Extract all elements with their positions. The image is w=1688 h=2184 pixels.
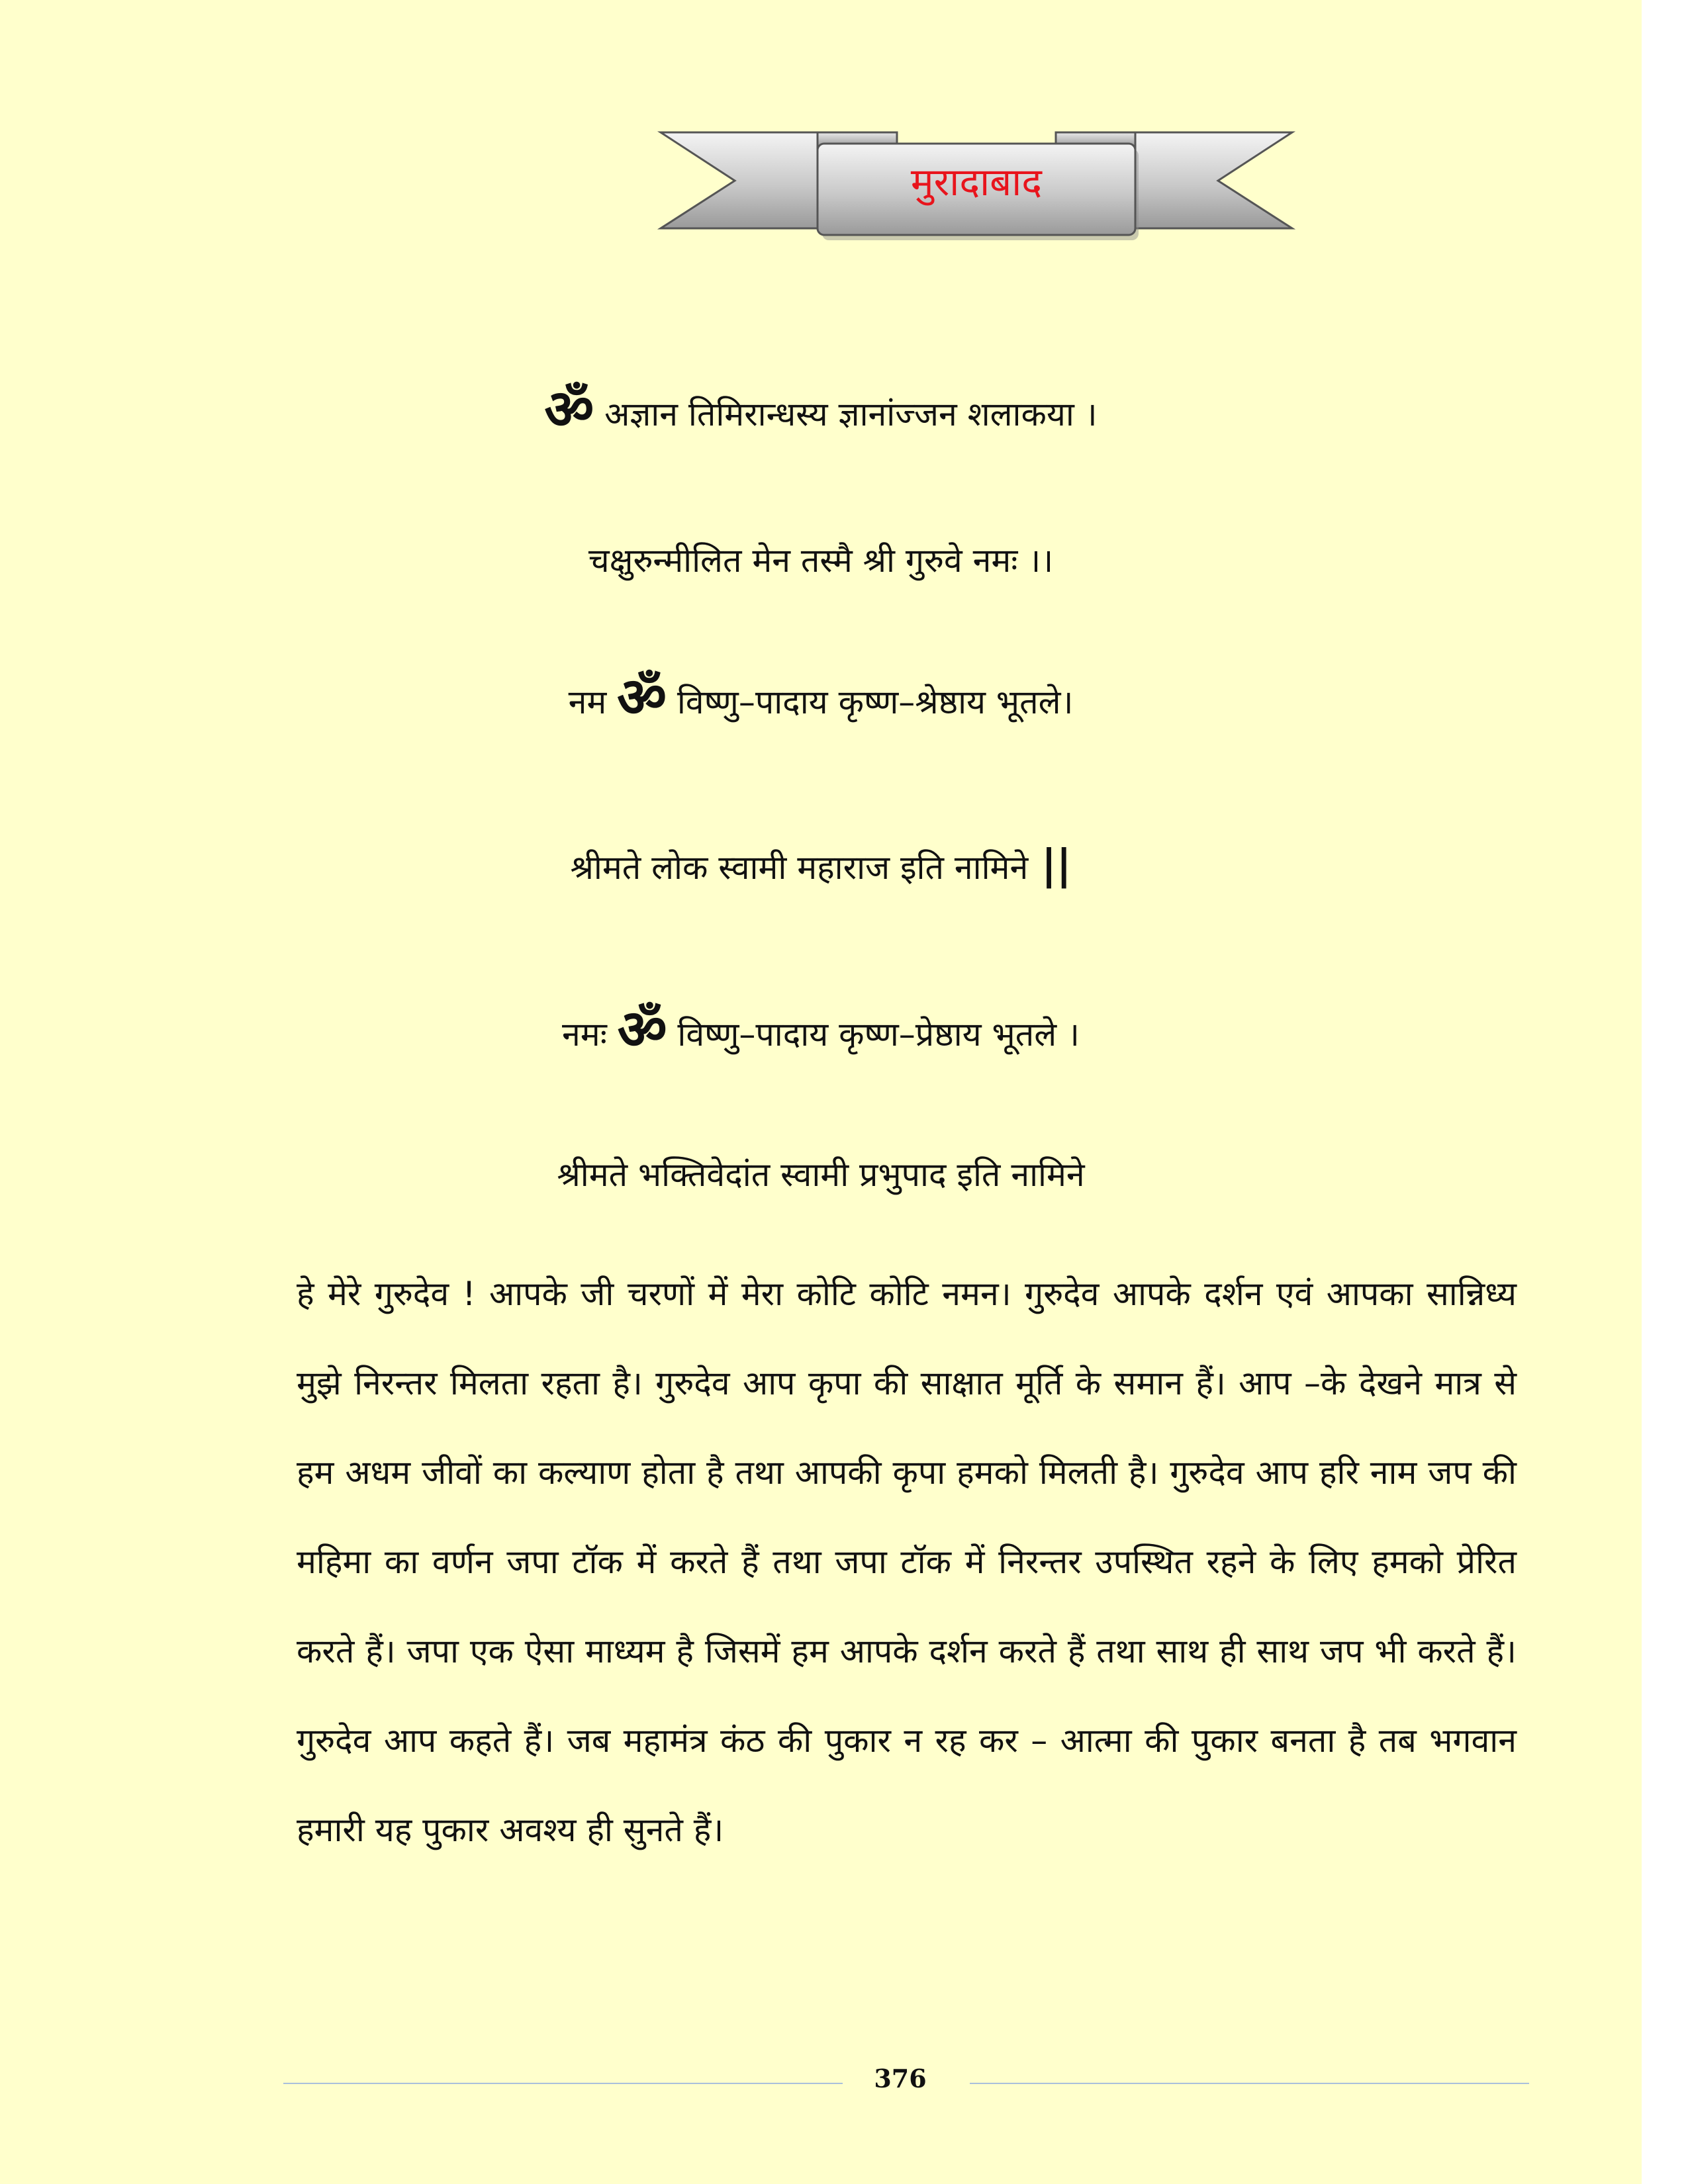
- footer-rule-left: [283, 2083, 843, 2084]
- verse-prefix: नमः: [562, 1015, 618, 1054]
- om-symbol-icon: ॐ: [617, 999, 667, 1062]
- verse-prefix: नम: [568, 683, 618, 721]
- verse-line-2: [0, 537, 1642, 584]
- page-number: 376: [874, 2064, 927, 2093]
- footer-rule-right: [970, 2083, 1529, 2084]
- title-banner: [655, 129, 1297, 245]
- om-symbol-icon: ॐ: [617, 666, 667, 729]
- verse-text: श्रीमते भक्तिवेदांत स्वामी प्रभुपाद इति नामिने: [557, 1156, 1085, 1194]
- verse-text: चक्षुरुन्मीलित मेन तस्मै श्री गुरुवे नमः ।।: [588, 541, 1054, 580]
- verse-line-3: [0, 666, 1642, 729]
- page-title: मुरादाबाद: [910, 159, 1043, 205]
- verse-text: विष्णु–पादाय कृष्ण–प्रेष्ठाय भूतले ।: [677, 1015, 1080, 1054]
- verse-text: विष्णु–पादाय कृष्ण–श्रेष्ठाय भूतले।: [677, 683, 1074, 721]
- verse-line-5: [0, 999, 1642, 1062]
- verse-line-4: [0, 842, 1642, 891]
- verse-line-1: [0, 379, 1642, 441]
- verse-text: अज्ञान तिमिरान्धस्य ज्ञानांज्जन शलाकया ।: [604, 395, 1098, 433]
- body-paragraph: हे मेरे गुरुदेव ! आपके जी चरणों में मेरा कोटि कोटि नमन। गुरुदेव आपके दर्शन एवं आपका सान्निध्य मुझे निरन्तर मिलता रहता है। गुरुदेव आप कृपा की साक्षात मूर्ति के समान हैं। आप –के देखने मात्र से हम अधम जीवों का कल्याण होता है तथा आपकी कृपा हमको मिलती है। गुरुदेव आप हरि नाम जप की महिमा का वर्णन जपा टॉक में करते हैं तथा जपा टॉक में निरन्तर उपस्थित रहने के लिए हमको प्रेरित करते हैं। जपा एक ऐसा माध्यम है जिसमें हम आपके दर्शन करते हैं तथा साथ ही साथ जप भी करते हैं। गुरुदेव आप कहते हैं। जब महामंत्र कंठ की पुकार न रह कर – आत्मा की पुकार बनता है तब भगवान हमारी यह पुकार अवश्य ही सुनते हैं।: [297, 1275, 1517, 1849]
- verse-text: श्रीमते लोक स्वामी महाराज इति नामिने: [570, 848, 1029, 887]
- verse-line-6: [0, 1152, 1642, 1198]
- om-symbol-icon: ॐ: [544, 379, 594, 441]
- double-bar: ||: [1041, 841, 1072, 889]
